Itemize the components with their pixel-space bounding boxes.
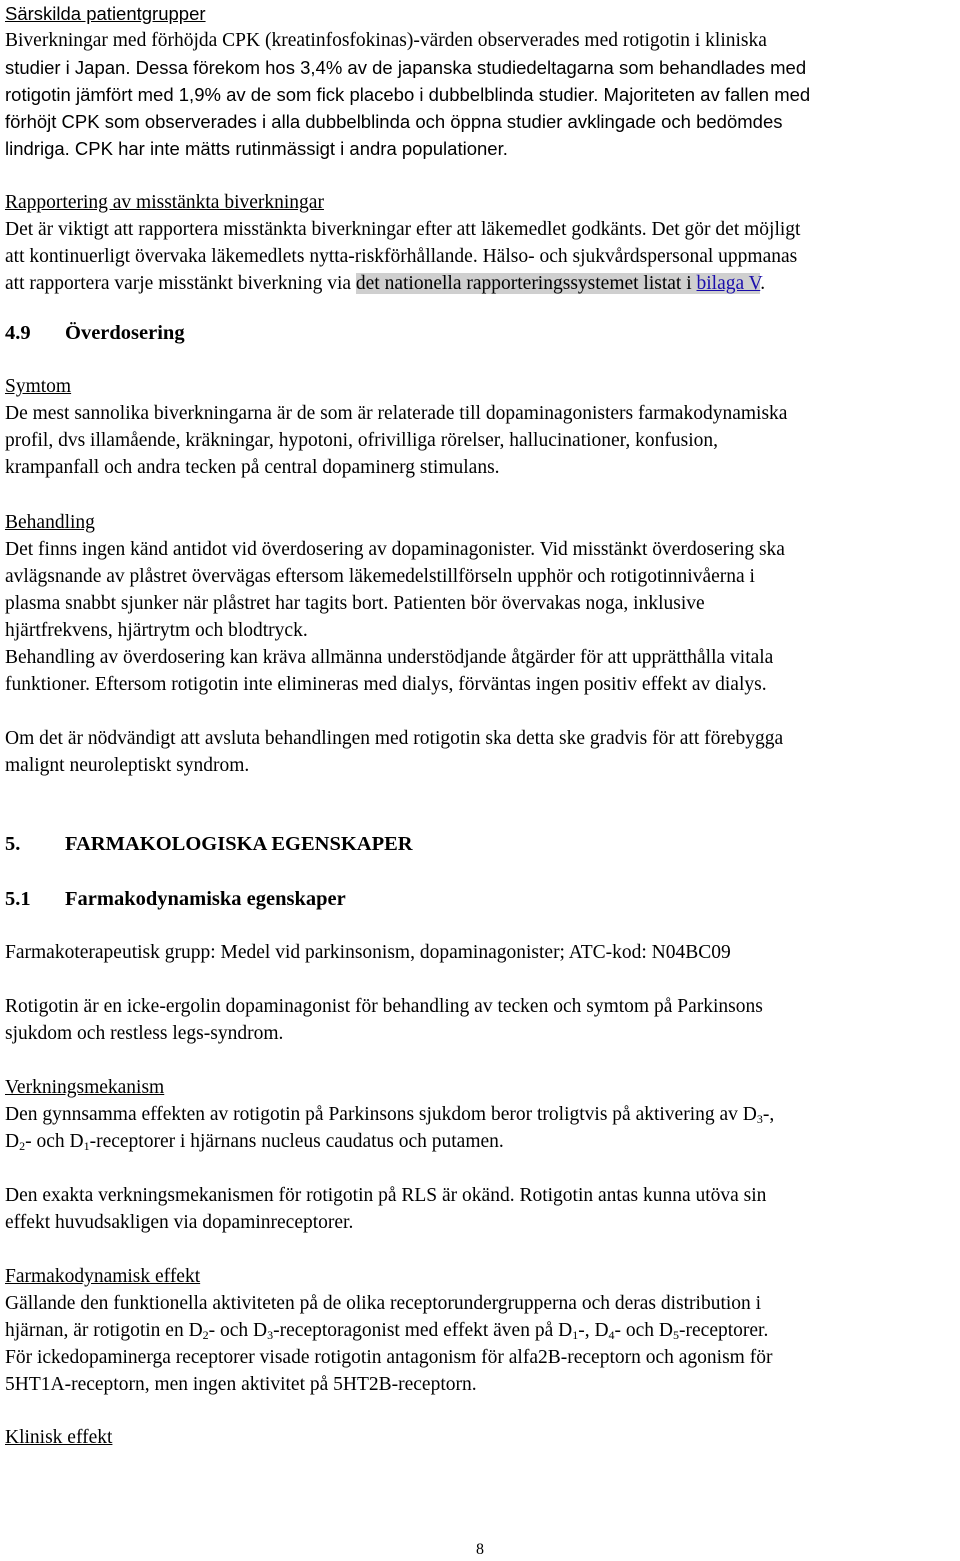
- text-run: - och D: [614, 1320, 674, 1341]
- paragraph-line: Behandling av överdosering kan kräva allmänna understödjande åtgärder för att upprätthålla vitala: [5, 647, 774, 668]
- text-run: .: [760, 273, 766, 294]
- text-run: -, D: [578, 1320, 609, 1341]
- symptoms-section: [5, 373, 955, 481]
- text-run: - och D: [208, 1320, 268, 1341]
- overdose-heading: [5, 320, 955, 347]
- paragraph-line: Gällande den funktionella aktiviteten på de olika receptorundergrupperna och deras distribution i: [5, 1293, 762, 1314]
- rotigotine-intro: [5, 993, 955, 1047]
- paragraph-line: att kontinuerligt övervaka läkemedlets nytta-riskförhållande. Hälso- och sjukvårdspersonal uppmanas: [5, 246, 798, 267]
- text-run: Majoriteten av fallen med: [603, 84, 811, 105]
- subscript: 3: [267, 1328, 274, 1342]
- pd-effect-section: [5, 1263, 955, 1398]
- paragraph-line: 5HT1A-receptorn, men ingen aktivitet på 5HT2B-receptorn.: [5, 1374, 477, 1395]
- text-run: -receptorer.: [679, 1320, 769, 1341]
- text-run: hjärnan, är rotigotin en D: [5, 1320, 203, 1341]
- paragraph-line: lindriga. CPK har inte mätts rutinmässigt i andra populationer.: [5, 138, 508, 159]
- paragraph-line: [5, 1101, 955, 1128]
- clinical-effect-section: [5, 1424, 955, 1451]
- mechanism-section: [5, 1074, 955, 1155]
- paragraph-line: Rotigotin är en icke-ergolin dopaminagonist för behandling av tecken och symtom på Parkinsons: [5, 996, 763, 1017]
- text-run: D: [5, 1131, 20, 1152]
- subscript: 1: [83, 1139, 90, 1153]
- paragraph-line: Farmakoterapeutisk grupp: Medel vid parkinsonism, dopaminagonister; ATC-kod: N04BC09: [5, 942, 731, 963]
- subscript: 4: [608, 1328, 615, 1342]
- paragraph-line: De mest sannolika biverkningarna är de som är relaterade till dopaminagonisters farmakodynamiska: [5, 403, 788, 424]
- paragraph-line: Det finns ingen känd antidot vid överdosering av dopaminagonister. Vid misstänkt överdosering ska: [5, 539, 785, 560]
- paragraph-line: sjukdom och restless legs-syndrom.: [5, 1023, 284, 1044]
- rls-mechanism-paragraph: [5, 1182, 955, 1236]
- special-groups-section: [5, 0, 955, 162]
- paragraph-line: [5, 270, 955, 297]
- paragraph-line: förhöjt CPK som observerades i alla dubbelblinda och öppna studier avklingade och bedömdes: [5, 111, 783, 132]
- paragraph-line: Det är viktigt att rapportera misstänkta biverkningar efter att läkemedlet godkänts. Det gör det möjligt: [5, 219, 801, 240]
- paragraph-line: Om det är nödvändigt att avsluta behandlingen med rotigotin ska detta ske gradvis för att förebygga: [5, 728, 784, 749]
- special-groups-heading: Särskilda patientgrupper: [5, 3, 206, 24]
- section5-heading: [5, 831, 955, 858]
- highlighted-text: [356, 273, 760, 294]
- paragraph-line: avlägsnande av plåstret övervägas eftersom läkemedelstillförseln upphör och rotigotinnivåerna i: [5, 566, 755, 587]
- text-run: att rapportera varje misstänkt biverkning via: [5, 273, 356, 294]
- symptoms-heading: Symtom: [5, 376, 72, 397]
- text-run: - och D: [25, 1131, 84, 1152]
- section-title: FARMAKOLOGISKA EGENSKAPER: [65, 833, 413, 855]
- paragraph-line: [5, 81, 955, 108]
- text-run: -receptorer i hjärnans nucleus caudatus och putamen.: [89, 1131, 504, 1152]
- subscript: 2: [202, 1328, 209, 1342]
- paragraph-line: [5, 1317, 955, 1344]
- text-run: -,: [762, 1104, 775, 1125]
- paragraph-line: Den exakta verkningsmekanismen för rotigotin på RLS är okänd. Rotigotin antas kunna utöva sin: [5, 1185, 767, 1206]
- section-number: 4.9: [5, 322, 31, 344]
- treatment-heading: Behandling: [5, 512, 95, 533]
- paragraph-line: effekt huvudsakligen via dopaminreceptorer.: [5, 1212, 354, 1233]
- paragraph-line: hjärtfrekvens, hjärtrytm och blodtryck.: [5, 620, 308, 641]
- reporting-section: [5, 189, 955, 297]
- section-number: 5.1: [5, 888, 31, 910]
- paragraph-line: För ickedopaminerga receptorer visade rotigotin antagonism för alfa2B-receptorn och agonism för: [5, 1347, 773, 1368]
- paragraph-line: funktioner. Eftersom rotigotin inte elimineras med dialys, förväntas ingen positiv effekt av dialys.: [5, 674, 767, 695]
- mechanism-heading: Verkningsmekanism: [5, 1077, 165, 1098]
- section-title: Överdosering: [65, 322, 185, 344]
- paragraph-line: malignt neuroleptiskt syndrom.: [5, 755, 250, 776]
- subscript: 5: [673, 1328, 680, 1342]
- paragraph-line: plasma snabbt sjunker när plåstret har tagits bort. Patienten bör övervakas noga, inklusive: [5, 593, 705, 614]
- paragraph-line: Biverkningar med förhöjda CPK (kreatinfosfokinas)-värden observerades med rotigotin i kliniska: [5, 30, 767, 51]
- discontinuation-paragraph: [5, 725, 955, 779]
- page-number: 8: [476, 1541, 484, 1558]
- text-run: det nationella rapporteringssystemet listat i: [355, 273, 697, 294]
- text-run: -receptoragonist med effekt även på D: [273, 1320, 573, 1341]
- section-title: Farmakodynamiska egenskaper: [65, 888, 346, 910]
- subscript: 3: [756, 1112, 763, 1126]
- paragraph-line: profil, dvs illamående, kräkningar, hypotoni, ofrivilliga rörelser, hallucinationer, konfusion,: [5, 430, 719, 451]
- reporting-heading: Rapportering av misstänkta biverkningar: [5, 192, 324, 213]
- annex-link[interactable]: bilaga V: [696, 273, 761, 294]
- text-run: Den gynnsamma effekten av rotigotin på Parkinsons sjukdom beror troligtvis på aktivering av D: [5, 1104, 757, 1125]
- pd-effect-heading: Farmakodynamisk effekt: [5, 1266, 201, 1287]
- pharmacotherapeutic-group: [5, 939, 955, 966]
- subscript: 2: [19, 1139, 26, 1153]
- paragraph-line: studier i Japan. Dessa förekom hos 3,4% av de japanska studiedeltagarna som behandlades med: [5, 57, 807, 78]
- section51-heading: [5, 886, 955, 913]
- subscript: 1: [572, 1328, 579, 1342]
- section-number: 5.: [5, 833, 21, 855]
- text-run: rotigotin jämfört med 1,9% av de som fick placebo i dubbelblinda studier.: [5, 84, 599, 105]
- treatment-section: [5, 509, 955, 698]
- clinical-effect-heading: Klinisk effekt: [5, 1427, 113, 1448]
- paragraph-line: [5, 1128, 955, 1155]
- paragraph-line: krampanfall och andra tecken på central dopaminerg stimulans.: [5, 457, 500, 478]
